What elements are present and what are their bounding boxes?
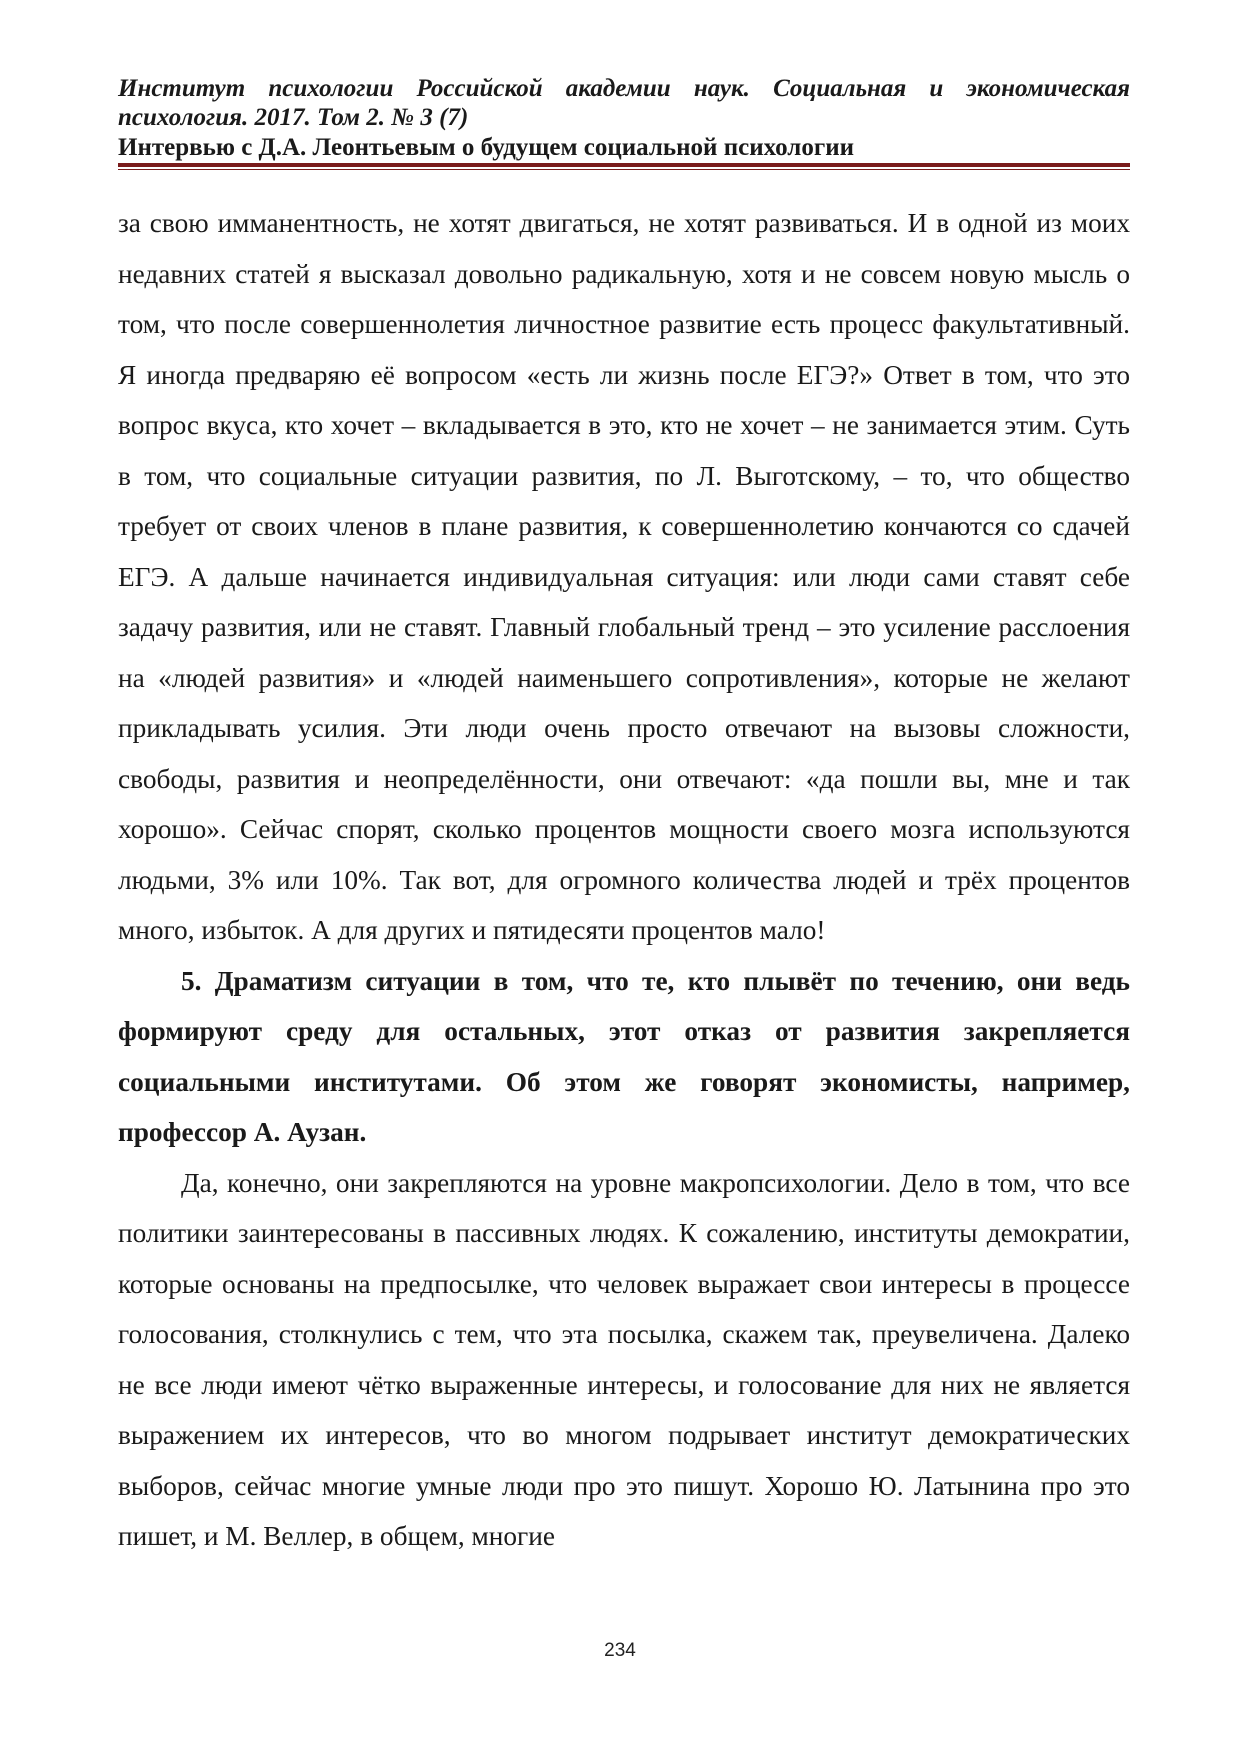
interview-question-5: 5. Драматизм ситуации в том, что те, кто плывёт по течению, они ведь формируют среду для остальных, этот отказ от развития закрепляется социальными институтами. Об этом же говорят экономисты, например, профессор А. Аузан. bbox=[118, 965, 1130, 1147]
article-body bbox=[118, 198, 1130, 1562]
header-rule-thin bbox=[118, 169, 1130, 170]
article-title: Интервью с Д.А. Леонтьевым о будущем социальной психологии bbox=[118, 134, 854, 161]
page-number: 234 bbox=[604, 1640, 636, 1661]
header-rule-thick bbox=[118, 163, 1130, 167]
interview-answer-5: Да, конечно, они закрепляются на уровне макропсихологии. Дело в том, что все политики заинтересованы в пассивных людях. К сожалению, институты демократии, которые основаны на предпосылке, что человек выражает свои интересы в процессе голосования, столкнулись с тем, что эта посылка, скажем так, преувеличена. Далеко не все люди имеют чётко выраженные интересы, и голосование для них не является выражением их интересов, что во многом подрывает институт демократических выборов, сейчас многие умные люди про это пишут. Хорошо Ю. Латынина про это пишет, и М. Веллер, в общем, многие bbox=[118, 1167, 1130, 1551]
paragraph-continuation: за свою имманентность, не хотят двигаться, не хотят развиваться. И в одной из моих недавних статей я высказал довольно радикальную, хотя и не совсем новую мысль о том, что после совершеннолетия личностное развитие есть процесс факультативный. Я иногда предваряю её вопросом «есть ли жизнь после ЕГЭ?» Ответ в том, что это вопрос вкуса, кто хочет – вкладывается в это, кто не хочет – не занимается этим. Суть в том, что социальные ситуации развития, по Л. Выготскому, – то, что общество требует от своих членов в плане развития, к совершеннолетию кончаются со сдачей ЕГЭ. А дальше начинается индивидуальная ситуация: или люди сами ставят себе задачу развития, или не ставят. Главный глобальный тренд – это усиление расслоения на «людей развития» и «людей наименьшего сопротивления», которые не желают прикладывать усилия. Эти люди очень просто отвечают на вызовы сложности, свободы, развития и неопределённости, они отвечают: «да пошли вы, мне и так хорошо». Сейчас спорят, сколько процентов мощности своего мозга используются людьми, 3% или 10%. Так вот, для огромного количества людей и трёх процентов много, избыток. А для других и пятидесяти процентов мало! bbox=[118, 208, 1130, 945]
running-header bbox=[118, 74, 1130, 163]
journal-citation-line-1: Институт психологии Российской академии наук. Социальная и экономическая bbox=[118, 75, 1130, 102]
journal-citation-line-2: психология. 2017. Том 2. № 3 (7) bbox=[118, 104, 469, 131]
